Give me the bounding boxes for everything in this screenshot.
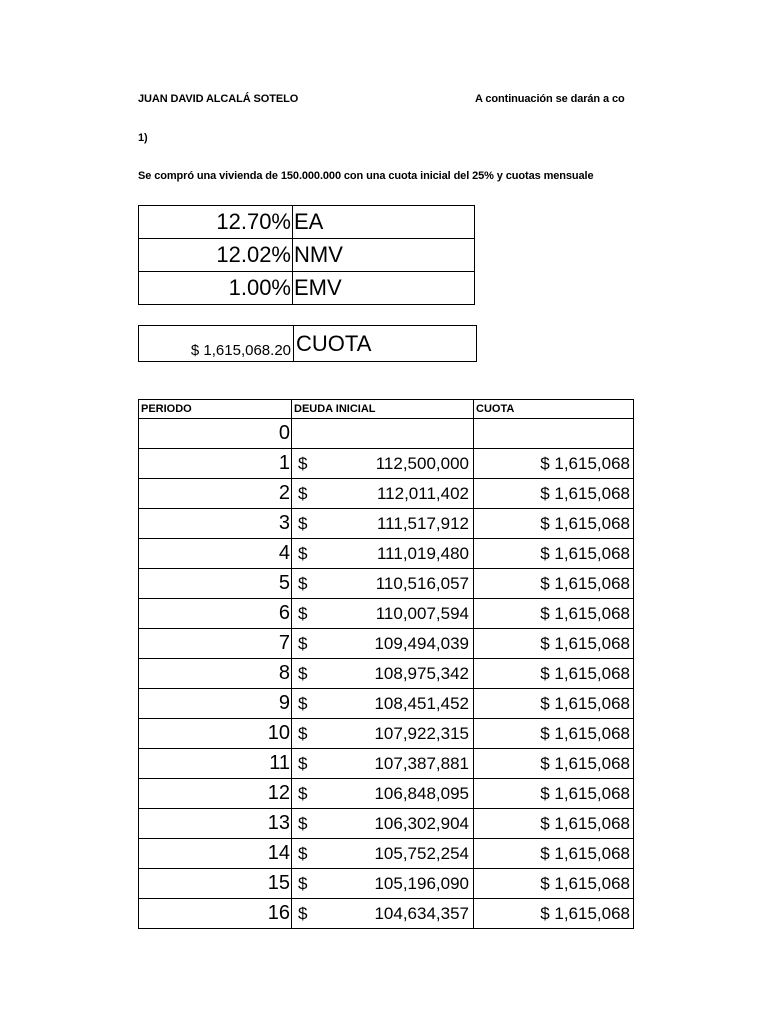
cuota-cell: $ 1,615,068: [474, 839, 634, 869]
table-row: [139, 899, 634, 929]
cuota-cell: $ 1,615,068: [474, 509, 634, 539]
currency-symbol: $: [298, 513, 308, 533]
table-row: [139, 479, 634, 509]
table-header-row: [139, 400, 634, 419]
cuota-cell: $ 1,615,068: [474, 629, 634, 659]
cuota-cell: $ 1,615,068: [474, 749, 634, 779]
deuda-cell: [292, 809, 474, 839]
deuda-amount: 109,494,039: [374, 633, 469, 653]
deuda-amount: 105,752,254: [374, 843, 469, 863]
cuota-cell: $ 1,615,068: [474, 719, 634, 749]
deuda-amount: 111,019,480: [376, 543, 469, 563]
deuda-amount: 110,007,594: [375, 603, 469, 623]
table-row: [139, 629, 634, 659]
currency-symbol: $: [298, 753, 308, 773]
rate-value: 12.02%: [139, 239, 293, 272]
deuda-cell: [292, 719, 474, 749]
currency-symbol: $: [298, 573, 308, 593]
periodo-cell: 9: [139, 689, 292, 719]
periodo-cell: 2: [139, 479, 292, 509]
deuda-cell: [292, 569, 474, 599]
deuda-cell: [292, 839, 474, 869]
rate-value: 12.70%: [139, 206, 293, 239]
rate-unit: EA: [293, 206, 475, 239]
cuota-label: CUOTA: [294, 326, 477, 362]
periodo-cell: 14: [139, 839, 292, 869]
rates-table: [138, 205, 475, 305]
rate-unit: EMV: [293, 272, 475, 305]
deuda-amount: 108,451,452: [374, 693, 469, 713]
periodo-cell: 10: [139, 719, 292, 749]
question-number: 1): [138, 132, 148, 144]
rate-row-nmv: [139, 239, 475, 272]
deuda-cell: [292, 509, 474, 539]
currency-symbol: $: [298, 483, 308, 503]
deuda-amount: 106,302,904: [374, 813, 469, 833]
amortization-table: [138, 399, 634, 929]
deuda-cell: [292, 419, 474, 449]
table-row: [139, 719, 634, 749]
deuda-cell: [292, 689, 474, 719]
problem-statement: Se compró una vivienda de 150.000.000 con una cuota inicial del 25% y cuotas mensuale: [138, 170, 594, 182]
rate-row-ea: [139, 206, 475, 239]
header-deuda-inicial: DEUDA INICIAL: [292, 400, 474, 419]
cuota-cell: $ 1,615,068: [474, 899, 634, 929]
deuda-amount: 107,387,881: [374, 753, 469, 773]
cuota-cell: $ 1,615,068: [474, 689, 634, 719]
rate-row-emv: [139, 272, 475, 305]
cuota-value: $ 1,615,068.20: [139, 326, 294, 362]
currency-symbol: $: [298, 603, 308, 623]
deuda-amount: 108,975,342: [374, 663, 469, 683]
cuota-cell: [474, 419, 634, 449]
table-row: [139, 509, 634, 539]
cuota-cell: $ 1,615,068: [474, 539, 634, 569]
periodo-cell: 11: [139, 749, 292, 779]
periodo-cell: 3: [139, 509, 292, 539]
deuda-cell: [292, 869, 474, 899]
cuota-cell: $ 1,615,068: [474, 449, 634, 479]
periodo-cell: 0: [139, 419, 292, 449]
currency-symbol: $: [298, 663, 308, 683]
currency-symbol: $: [298, 693, 308, 713]
table-row: [139, 599, 634, 629]
cuota-cell: $ 1,615,068: [474, 809, 634, 839]
currency-symbol: $: [298, 783, 308, 803]
periodo-cell: 5: [139, 569, 292, 599]
periodo-cell: 7: [139, 629, 292, 659]
header-cuota: CUOTA: [474, 400, 634, 419]
periodo-cell: 12: [139, 779, 292, 809]
table-row: [139, 659, 634, 689]
deuda-cell: [292, 539, 474, 569]
cuota-cell: $ 1,615,068: [474, 569, 634, 599]
deuda-cell: [292, 779, 474, 809]
deuda-cell: [292, 629, 474, 659]
cuota-cell: $ 1,615,068: [474, 779, 634, 809]
deuda-amount: 110,516,057: [375, 573, 469, 593]
rate-value: 1.00%: [139, 272, 293, 305]
table-row: [139, 809, 634, 839]
currency-symbol: $: [298, 543, 308, 563]
rate-unit: NMV: [293, 239, 475, 272]
currency-symbol: $: [298, 723, 308, 743]
cuota-cell: $ 1,615,068: [474, 869, 634, 899]
table-row: [139, 419, 634, 449]
deuda-cell: [292, 449, 474, 479]
currency-symbol: $: [298, 453, 308, 473]
periodo-cell: 1: [139, 449, 292, 479]
intro-note: A continuación se darán a co: [475, 93, 625, 105]
deuda-cell: [292, 479, 474, 509]
currency-symbol: $: [298, 873, 308, 893]
table-row: [139, 839, 634, 869]
periodo-cell: 15: [139, 869, 292, 899]
deuda-amount: 105,196,090: [374, 873, 469, 893]
header-periodo: PERIODO: [139, 400, 292, 419]
table-row: [139, 449, 634, 479]
periodo-cell: 6: [139, 599, 292, 629]
table-row: [139, 539, 634, 569]
deuda-cell: [292, 899, 474, 929]
deuda-amount: 112,011,402: [376, 483, 469, 503]
deuda-amount: 111,517,912: [376, 513, 469, 533]
table-row: [139, 869, 634, 899]
cuota-cell: $ 1,615,068: [474, 659, 634, 689]
currency-symbol: $: [298, 903, 308, 923]
deuda-cell: [292, 599, 474, 629]
deuda-amount: 106,848,095: [374, 783, 469, 803]
periodo-cell: 16: [139, 899, 292, 929]
periodo-cell: 4: [139, 539, 292, 569]
table-row: [139, 779, 634, 809]
deuda-amount: 112,500,000: [375, 453, 469, 473]
periodo-cell: 13: [139, 809, 292, 839]
currency-symbol: $: [298, 843, 308, 863]
cuota-cell: $ 1,615,068: [474, 599, 634, 629]
table-row: [139, 569, 634, 599]
cuota-cell: $ 1,615,068: [474, 479, 634, 509]
author-name: JUAN DAVID ALCALÁ SOTELO: [138, 93, 299, 105]
table-row: [139, 689, 634, 719]
deuda-cell: [292, 659, 474, 689]
currency-symbol: $: [298, 813, 308, 833]
deuda-amount: 104,634,357: [374, 903, 469, 923]
periodo-cell: 8: [139, 659, 292, 689]
deuda-cell: [292, 749, 474, 779]
currency-symbol: $: [298, 633, 308, 653]
cuota-summary: [138, 325, 477, 362]
deuda-amount: 107,922,315: [374, 723, 469, 743]
table-row: [139, 749, 634, 779]
